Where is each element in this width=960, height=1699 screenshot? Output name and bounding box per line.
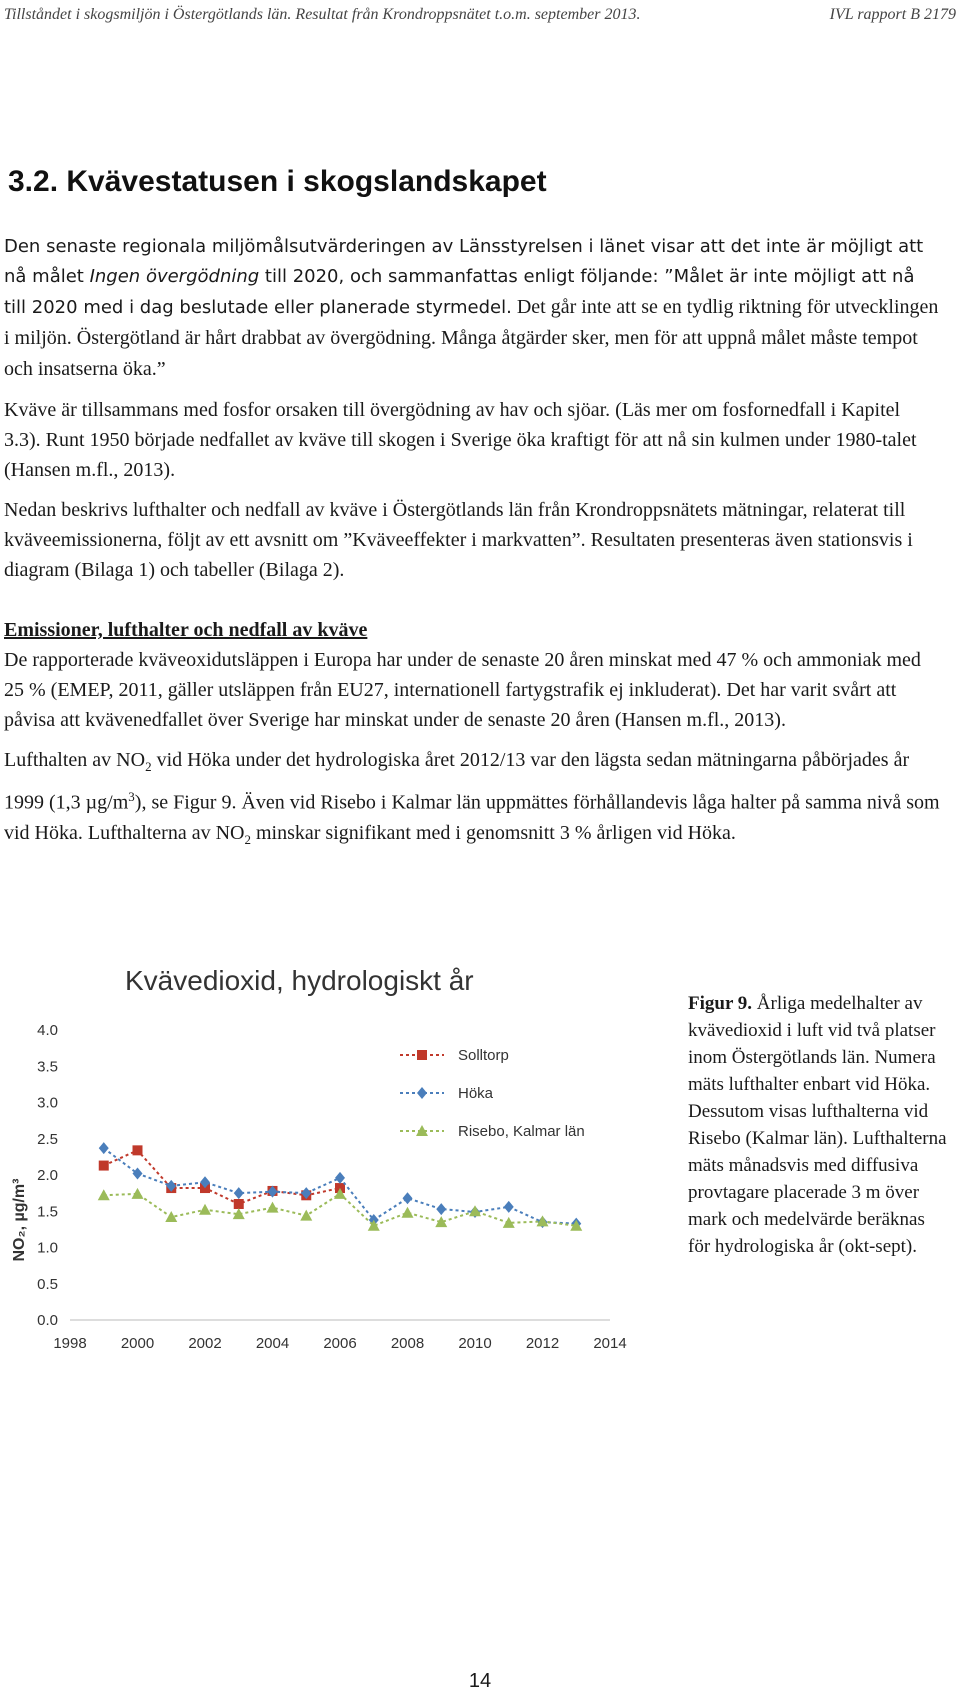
superscript: 3	[128, 789, 135, 804]
y-tick-label: 3.0	[37, 1094, 58, 1112]
data-point	[99, 1161, 109, 1171]
x-tick-label: 2008	[390, 1335, 425, 1352]
figure-caption-text: Årliga medelhalter av kvävedioxid i luft vid två platser inom Östergötlands län. Numera mäts lufthalter enbart vid Höka. Dessutom visas lufthalterna vid Risebo (Kalmar län). Lufthalterna mäts månadsvis med diffusiva provtagare placerade 3 m över mark och medelvärde beräknas för hydrologiska år (okt-sept).	[688, 993, 947, 1257]
paragraph-3: Nedan beskrivs lufthalter och nedfall av kväve i Östergötlands län från Krondroppsnätets mätningar, relaterat till kväveemissionerna, följt av ett avsnitt om ”Kväveeffekter i markvatten”. Resultaten presenteras även stationsvis i diagram (Bilaga 1) och tabeller (Bilaga 2).	[4, 499, 913, 581]
paragraph-1-text-a: Den senaste regionala miljömålsutvärderingen av Länsstyrelsen i länet visar att det inte är möjligt att nå målet	[4, 236, 924, 287]
data-point	[99, 1142, 109, 1154]
data-point	[98, 1189, 110, 1200]
subscript: 2	[244, 831, 251, 847]
y-tick-label: 4.0	[37, 1022, 58, 1039]
y-tick-label: 2.0	[37, 1167, 58, 1184]
x-tick-label: 2000	[120, 1335, 155, 1352]
data-point	[132, 1188, 144, 1199]
paragraph-1	[4, 232, 940, 385]
data-point	[368, 1220, 380, 1231]
figure-label: Figur 9.	[688, 993, 753, 1014]
paragraph-1-text-c: Det går inte att se en tydlig riktning för utvecklingen i miljön. Östergötland är hårt drabbat av övergödning. Många åtgärder sker, men för att uppnå målet måste tempot och insatserna öka.”	[4, 296, 939, 380]
paragraph-5	[4, 745, 940, 855]
chart-axes	[37, 1022, 627, 1352]
legend-label: Risebo, Kalmar län	[458, 1123, 585, 1140]
x-tick-label: 2010	[458, 1335, 492, 1352]
y-tick-label: 2.5	[37, 1130, 58, 1148]
header-report-number: IVL rapport B 2179	[829, 6, 956, 23]
data-point	[267, 1202, 279, 1213]
data-point	[133, 1145, 143, 1155]
chart-title: Kvävedioxid, hydrologiskt år	[125, 965, 474, 996]
page-header	[4, 6, 956, 30]
x-tick-label: 1998	[53, 1335, 87, 1352]
chart-legend	[400, 1047, 585, 1140]
figure-caption	[688, 990, 948, 1260]
paragraph-5-text-c: ), se Figur 9. Även vid Risebo i Kalmar län uppmättes förhållandevis låga halter på samma nivå som vid Höka. Lufthalterna av NO	[4, 791, 940, 844]
paragraph-5-text-d: minskar signifikant med i genomsnitt 3 % årligen vid Höka.	[250, 821, 736, 844]
data-point	[403, 1192, 413, 1204]
data-point	[335, 1172, 345, 1184]
y-tick-label: 3.5	[37, 1058, 58, 1076]
y-tick-label: 1.5	[37, 1203, 58, 1221]
paragraph-5-text-b: vid Höka under det hydrologiska året 2012/13 var den lägsta sedan mätningarna påbörjades år 1999 (1,3 µg/m	[4, 749, 910, 814]
y-tick-label: 0.0	[37, 1312, 58, 1329]
data-point	[133, 1168, 143, 1180]
x-tick-label: 2006	[323, 1335, 357, 1352]
data-point	[234, 1199, 244, 1209]
data-point	[417, 1087, 427, 1099]
data-point	[300, 1210, 312, 1221]
x-tick-label: 2012	[525, 1335, 560, 1352]
legend-label: Höka	[458, 1085, 494, 1102]
paragraph-4: De rapporterade kväveoxidutsläppen i Europa har under de senaste 20 åren minskat med 47 % och ammoniak med 25 % (EMEP, 2011, gäller utsläppen från EU27, internationell fartygstrafik ej inkluderat). Det har varit svårt att påvisa att kvävenedfallet över Sverige har minskat under de senaste 20 åren (Hansen m.fl., 2013).	[4, 649, 921, 731]
paragraph-5-text-a: Lufthalten av NO	[4, 749, 146, 771]
data-point	[199, 1204, 211, 1215]
x-tick-label: 2014	[593, 1335, 627, 1352]
x-tick-label: 2002	[188, 1335, 222, 1352]
data-point	[417, 1050, 427, 1060]
data-point	[469, 1205, 481, 1216]
body-text	[4, 232, 940, 865]
page-number: 14	[468, 1670, 492, 1692]
data-point	[402, 1207, 414, 1218]
chart-y-axis-label: NO₂, µg/m³	[11, 1178, 28, 1262]
legend-label: Solltorp	[458, 1047, 509, 1064]
chart-series	[98, 1142, 583, 1231]
paragraph-2: Kväve är tillsammans med fosfor orsaken till övergödning av hav och sjöar. (Läs mer om fosfornedfall i Kapitel 3.3). Runt 1950 började nedfallet av kväve till skogen i Sverige öka kraftigt för att nå sin kulmen under 1980-talet (Hansen m.fl., 2013).	[4, 399, 917, 481]
no2-chart	[0, 960, 680, 1400]
paragraph-1-text-b: till 2020, och sammanfattas enligt följande: ”Målet är inte möjligt att nå till 2020 med i dag beslutade eller planerade styrmedel.	[4, 266, 915, 318]
data-point	[436, 1203, 446, 1215]
y-tick-label: 1.0	[37, 1239, 58, 1257]
data-point	[234, 1187, 244, 1199]
header-report-title: Tillståndet i skogsmiljön i Östergötlands län. Resultat från Krondroppsnätet t.o.m. september 2013.	[4, 6, 641, 23]
x-tick-label: 2004	[255, 1335, 290, 1352]
goal-name: Ingen övergödning	[89, 266, 260, 287]
subheading: Emissioner, lufthalter och nedfall av kväve	[4, 619, 368, 641]
data-point	[504, 1201, 514, 1213]
y-tick-label: 0.5	[37, 1275, 58, 1293]
section-title: 3.2. Kvävestatusen i skogslandskapet	[8, 165, 547, 198]
subscript: 2	[145, 759, 152, 774]
